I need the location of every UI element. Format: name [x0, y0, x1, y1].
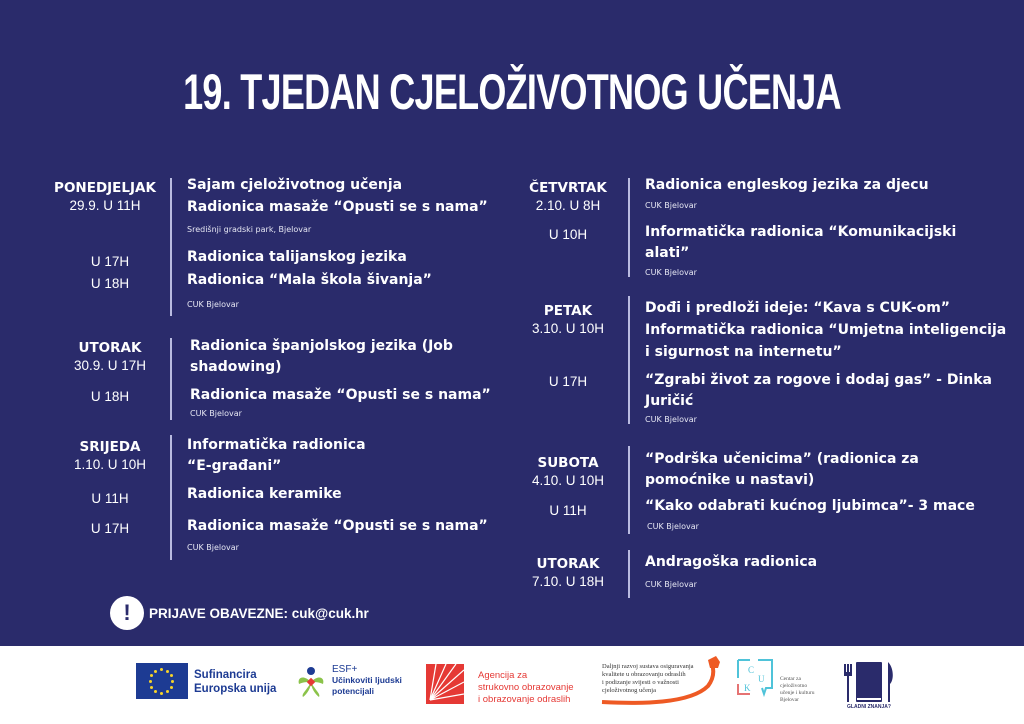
event-time: U 10H [548, 227, 588, 242]
event-title: “Zgrabi život za rogove i dodaj gas” - Dinka [645, 372, 992, 388]
event-time: U 11H [91, 491, 129, 506]
divider [628, 296, 630, 424]
event-title: Radionica “Mala škola šivanja” [187, 272, 432, 288]
registration-text: PRIJAVE OBAVEZNE: cuk@cuk.hr [149, 605, 369, 621]
project-text: Daljnji razvoj sustava osiguravanja kvalitete u obrazovanju odraslih i podizanje svijesti o važnosti cjeloživotnog učenja [602, 663, 694, 694]
day-name: PETAK [543, 303, 593, 319]
event-title: Radionica masaže “Opusti se s nama” [187, 199, 488, 215]
esf-text: ESF+ Učinkoviti ljudski potencijali [332, 664, 402, 696]
registration-notice [110, 596, 369, 630]
event-location: CUK Bjelovar [645, 580, 697, 589]
eu-flag-icon [136, 663, 188, 699]
day-header-cetvrtak [518, 180, 618, 214]
cuk-text: Centar za cjeloživotno učenje i kulturu Bjelovar [780, 676, 815, 703]
event-title: Radionica španjolskog jezika (Job [190, 338, 453, 354]
eu-cofinanced-text: Sufinancira Europska unija [194, 669, 277, 695]
event-location: Središnji gradski park, Bjelovar [187, 225, 312, 234]
event-title: Informatička radionica [187, 437, 366, 453]
day-date: 3.10. U 10H [531, 321, 605, 336]
divider [170, 338, 172, 420]
event-time: U 11H [549, 503, 587, 518]
day-header-srijeda [60, 439, 160, 473]
divider [170, 178, 172, 316]
event-location: CUK Bjelovar [645, 268, 697, 277]
day-date: 29.9. U 11H [69, 198, 141, 213]
event-location: CUK Bjelovar [190, 409, 242, 418]
aso-text: Agencija za strukovno obrazovanje i obrazovanje odraslih [478, 670, 574, 705]
tcu-caption: GLADNI ZNANJA? [847, 704, 891, 710]
event-title: alati” [645, 245, 690, 261]
event-title: “Podrška učenicima” (radionica za [645, 451, 919, 467]
svg-text:C: C [748, 665, 755, 675]
event-time: U 17H [90, 254, 130, 269]
event-title: Andragoška radionica [645, 554, 818, 570]
day-header-utorak-2 [518, 556, 618, 590]
svg-text:K: K [744, 683, 751, 693]
day-date: 7.10. U 18H [531, 574, 605, 589]
event-title: i sigurnost na internetu” [645, 344, 842, 360]
day-date: 1.10. U 10H [73, 457, 147, 472]
event-title: Dođi i predloži ideje: “Kava s CUK-om” [645, 300, 951, 316]
page-title: 19. TJEDAN CJELOŽIVOTNOG UČENJA [183, 64, 841, 120]
event-time: U 18H [90, 389, 130, 404]
day-date: 4.10. U 10H [531, 473, 605, 488]
day-header-petak [518, 303, 618, 337]
day-name: SRIJEDA [79, 439, 141, 455]
event-title: Radionica talijanskog jezika [187, 249, 407, 265]
svg-text:U: U [758, 674, 765, 684]
event-title: “E-građani” [187, 458, 282, 474]
day-name: UTORAK [78, 340, 142, 356]
footer-logos [0, 646, 1024, 724]
event-title: Juričić [645, 393, 694, 409]
event-title: Informatička radionica “Umjetna inteligencija [645, 322, 1007, 338]
day-name: PONEDJELJAK [54, 180, 156, 196]
event-location: CUK Bjelovar [645, 415, 697, 424]
event-title: shadowing) [190, 359, 282, 375]
divider [628, 178, 630, 277]
day-date: 2.10. U 8H [535, 198, 601, 213]
event-title: Radionica masaže “Opusti se s nama” [190, 387, 491, 403]
event-title: Radionica engleskog jezika za djecu [645, 177, 929, 193]
day-header-ponedjeljak [50, 180, 160, 214]
aso-logo-icon [426, 664, 464, 704]
cuk-logo-icon [736, 658, 776, 698]
event-time: U 17H [90, 521, 130, 536]
day-name: SUBOTA [537, 455, 599, 471]
exclamation-icon: ! [110, 596, 144, 630]
event-location: CUK Bjelovar [645, 201, 697, 210]
event-title: Radionica masaže “Opusti se s nama” [187, 518, 488, 534]
event-title: Informatička radionica “Komunikacijski [645, 224, 957, 240]
event-title: “Kako odabrati kućnog ljubimca”- 3 mace [645, 498, 975, 514]
event-title: Radionica keramike [187, 486, 342, 502]
event-location: CUK Bjelovar [187, 543, 239, 552]
divider [628, 550, 630, 598]
event-location: CUK Bjelovar [187, 300, 239, 309]
divider [628, 446, 630, 534]
day-name: UTORAK [536, 556, 600, 572]
day-name: ČETVRTAK [529, 180, 607, 196]
event-title: pomoćnike u nastavi) [645, 472, 815, 488]
esf-logo-icon [297, 666, 325, 698]
day-header-utorak [60, 340, 160, 374]
divider [170, 435, 172, 560]
event-title: Sajam cjeloživotnog učenja [187, 177, 403, 193]
day-header-subota [518, 455, 618, 489]
event-time: U 18H [90, 276, 130, 291]
event-location: CUK Bjelovar [647, 522, 699, 531]
day-date: 30.9. U 17H [73, 358, 147, 373]
event-time: U 17H [548, 374, 588, 389]
tcu-book-cutlery-icon [842, 660, 896, 708]
